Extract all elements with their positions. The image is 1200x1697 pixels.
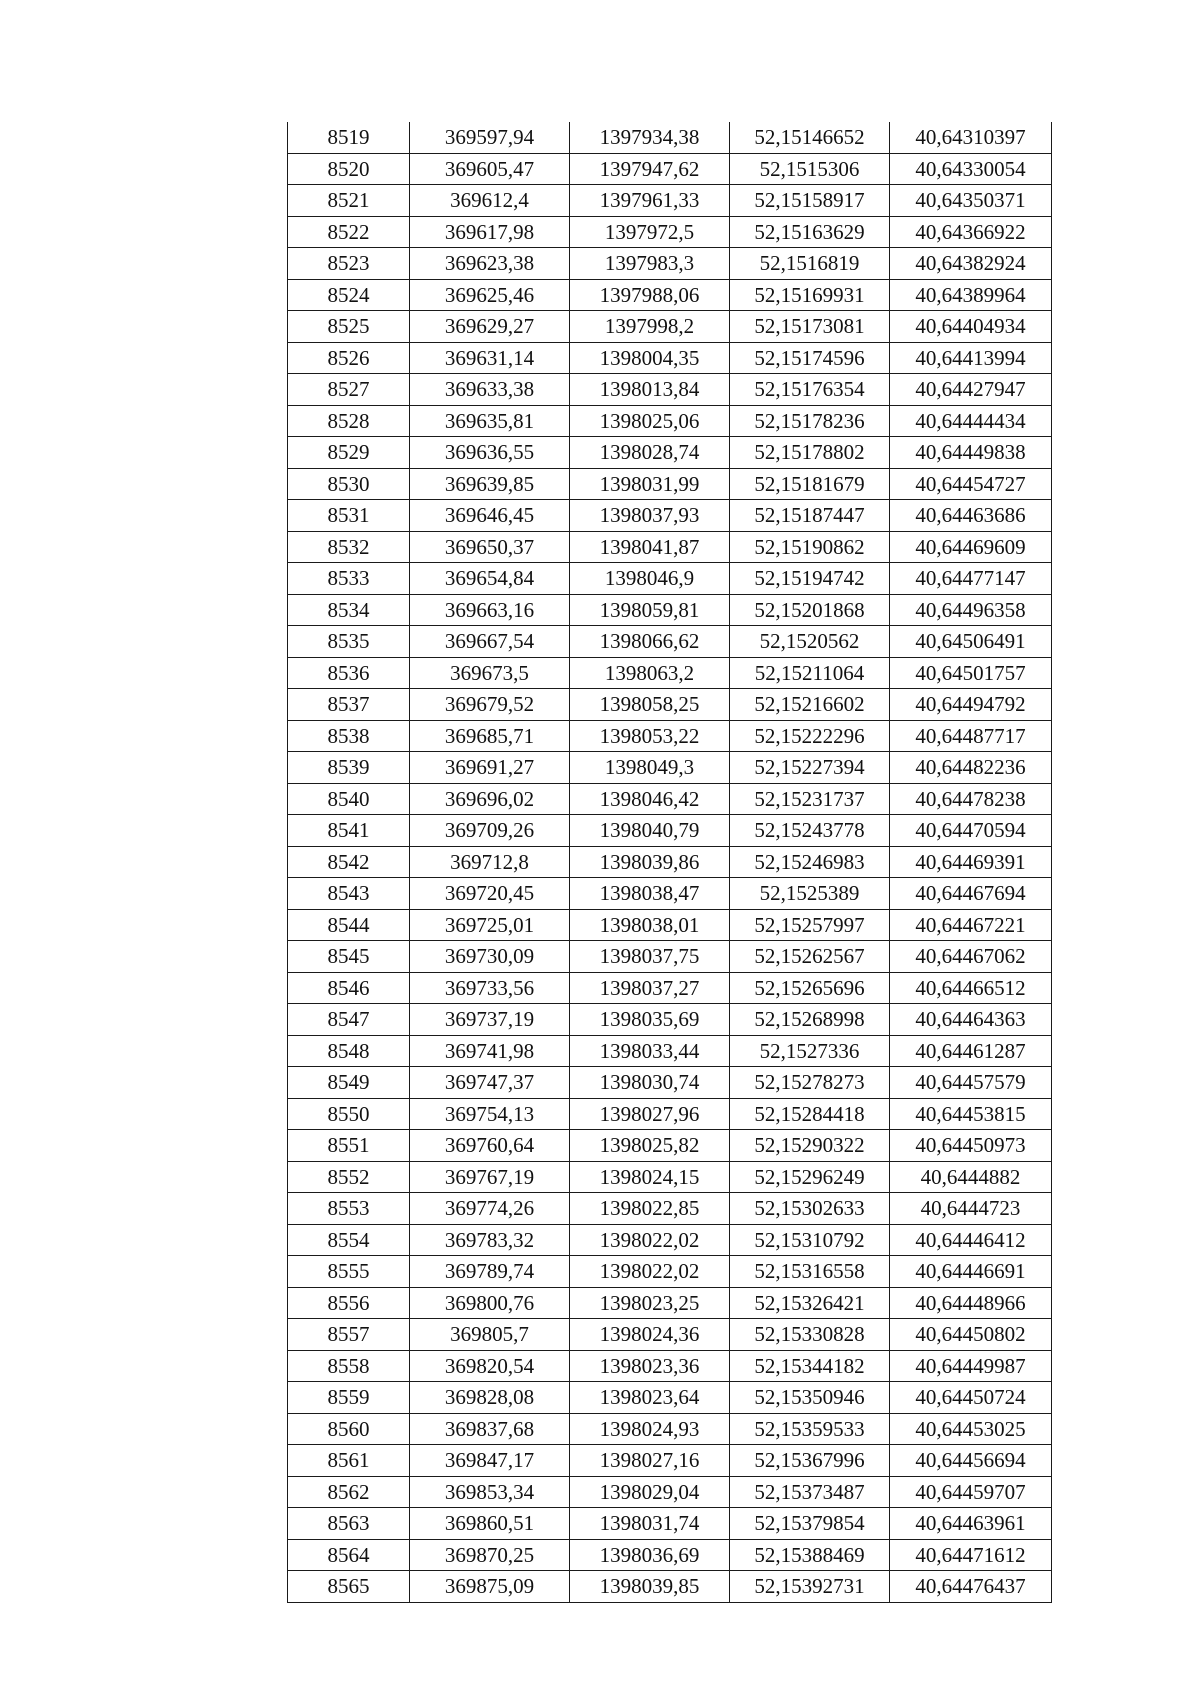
x-coordinate-cell: 369635,81	[410, 405, 570, 437]
longitude-cell: 40,64456694	[890, 1445, 1052, 1477]
y-coordinate-cell: 1398037,93	[570, 500, 730, 532]
point-number-cell: 8527	[288, 374, 410, 406]
point-number-cell: 8539	[288, 752, 410, 784]
coordinates-table	[287, 122, 1052, 1603]
table-row	[288, 153, 1052, 185]
x-coordinate-cell: 369612,4	[410, 185, 570, 217]
table-row	[288, 1508, 1052, 1540]
latitude-cell: 52,15211064	[730, 657, 890, 689]
x-coordinate-cell: 369696,02	[410, 783, 570, 815]
x-coordinate-cell: 369631,14	[410, 342, 570, 374]
point-number-cell: 8549	[288, 1067, 410, 1099]
table-row	[288, 342, 1052, 374]
y-coordinate-cell: 1398041,87	[570, 531, 730, 563]
x-coordinate-cell: 369650,37	[410, 531, 570, 563]
x-coordinate-cell: 369730,09	[410, 941, 570, 973]
latitude-cell: 52,15367996	[730, 1445, 890, 1477]
y-coordinate-cell: 1397998,2	[570, 311, 730, 343]
longitude-cell: 40,64413994	[890, 342, 1052, 374]
x-coordinate-cell: 369875,09	[410, 1571, 570, 1603]
x-coordinate-cell: 369633,38	[410, 374, 570, 406]
latitude-cell: 52,15359533	[730, 1413, 890, 1445]
latitude-cell: 52,15181679	[730, 468, 890, 500]
table-row	[288, 1382, 1052, 1414]
point-number-cell: 8520	[288, 153, 410, 185]
longitude-cell: 40,64469609	[890, 531, 1052, 563]
y-coordinate-cell: 1398022,85	[570, 1193, 730, 1225]
table-row	[288, 122, 1052, 153]
longitude-cell: 40,64461287	[890, 1035, 1052, 1067]
y-coordinate-cell: 1398023,25	[570, 1287, 730, 1319]
latitude-cell: 52,1527336	[730, 1035, 890, 1067]
point-number-cell: 8551	[288, 1130, 410, 1162]
x-coordinate-cell: 369725,01	[410, 909, 570, 941]
y-coordinate-cell: 1398023,36	[570, 1350, 730, 1382]
y-coordinate-cell: 1398024,93	[570, 1413, 730, 1445]
longitude-cell: 40,64464363	[890, 1004, 1052, 1036]
y-coordinate-cell: 1398029,04	[570, 1476, 730, 1508]
longitude-cell: 40,64466512	[890, 972, 1052, 1004]
x-coordinate-cell: 369760,64	[410, 1130, 570, 1162]
y-coordinate-cell: 1398004,35	[570, 342, 730, 374]
point-number-cell: 8525	[288, 311, 410, 343]
x-coordinate-cell: 369860,51	[410, 1508, 570, 1540]
x-coordinate-cell: 369597,94	[410, 122, 570, 153]
longitude-cell: 40,64496358	[890, 594, 1052, 626]
table-row	[288, 594, 1052, 626]
table-row	[288, 531, 1052, 563]
latitude-cell: 52,15379854	[730, 1508, 890, 1540]
x-coordinate-cell: 369853,34	[410, 1476, 570, 1508]
point-number-cell: 8560	[288, 1413, 410, 1445]
table-row	[288, 405, 1052, 437]
point-number-cell: 8555	[288, 1256, 410, 1288]
latitude-cell: 52,15316558	[730, 1256, 890, 1288]
latitude-cell: 52,15178236	[730, 405, 890, 437]
table-row	[288, 563, 1052, 595]
x-coordinate-cell: 369820,54	[410, 1350, 570, 1382]
longitude-cell: 40,64444434	[890, 405, 1052, 437]
x-coordinate-cell: 369654,84	[410, 563, 570, 595]
longitude-cell: 40,64454727	[890, 468, 1052, 500]
point-number-cell: 8561	[288, 1445, 410, 1477]
point-number-cell: 8559	[288, 1382, 410, 1414]
table-row	[288, 1130, 1052, 1162]
y-coordinate-cell: 1398038,01	[570, 909, 730, 941]
longitude-cell: 40,64404934	[890, 311, 1052, 343]
longitude-cell: 40,6444723	[890, 1193, 1052, 1225]
y-coordinate-cell: 1398027,96	[570, 1098, 730, 1130]
longitude-cell: 40,64453025	[890, 1413, 1052, 1445]
latitude-cell: 52,15222296	[730, 720, 890, 752]
latitude-cell: 52,15326421	[730, 1287, 890, 1319]
longitude-cell: 40,64350371	[890, 185, 1052, 217]
point-number-cell: 8552	[288, 1161, 410, 1193]
latitude-cell: 52,15284418	[730, 1098, 890, 1130]
y-coordinate-cell: 1398025,82	[570, 1130, 730, 1162]
point-number-cell: 8519	[288, 122, 410, 153]
point-number-cell: 8541	[288, 815, 410, 847]
table-row	[288, 1224, 1052, 1256]
longitude-cell: 40,64450802	[890, 1319, 1052, 1351]
table-row	[288, 846, 1052, 878]
y-coordinate-cell: 1398036,69	[570, 1539, 730, 1571]
x-coordinate-cell: 369663,16	[410, 594, 570, 626]
point-number-cell: 8532	[288, 531, 410, 563]
y-coordinate-cell: 1398037,27	[570, 972, 730, 1004]
y-coordinate-cell: 1397983,3	[570, 248, 730, 280]
latitude-cell: 52,15344182	[730, 1350, 890, 1382]
y-coordinate-cell: 1398013,84	[570, 374, 730, 406]
y-coordinate-cell: 1398022,02	[570, 1224, 730, 1256]
longitude-cell: 40,64478238	[890, 783, 1052, 815]
x-coordinate-cell: 369837,68	[410, 1413, 570, 1445]
x-coordinate-cell: 369737,19	[410, 1004, 570, 1036]
table-row	[288, 311, 1052, 343]
point-number-cell: 8529	[288, 437, 410, 469]
coordinates-table-body	[288, 122, 1052, 1602]
latitude-cell: 52,15169931	[730, 279, 890, 311]
latitude-cell: 52,15243778	[730, 815, 890, 847]
latitude-cell: 52,15227394	[730, 752, 890, 784]
y-coordinate-cell: 1398035,69	[570, 1004, 730, 1036]
longitude-cell: 40,64494792	[890, 689, 1052, 721]
x-coordinate-cell: 369733,56	[410, 972, 570, 1004]
x-coordinate-cell: 369767,19	[410, 1161, 570, 1193]
y-coordinate-cell: 1398022,02	[570, 1256, 730, 1288]
longitude-cell: 40,6444882	[890, 1161, 1052, 1193]
table-row	[288, 657, 1052, 689]
table-row	[288, 248, 1052, 280]
point-number-cell: 8557	[288, 1319, 410, 1351]
table-row	[288, 1067, 1052, 1099]
longitude-cell: 40,64310397	[890, 122, 1052, 153]
latitude-cell: 52,15388469	[730, 1539, 890, 1571]
table-row	[288, 216, 1052, 248]
point-number-cell: 8540	[288, 783, 410, 815]
y-coordinate-cell: 1398031,74	[570, 1508, 730, 1540]
y-coordinate-cell: 1398039,86	[570, 846, 730, 878]
table-row	[288, 626, 1052, 658]
latitude-cell: 52,15158917	[730, 185, 890, 217]
latitude-cell: 52,1516819	[730, 248, 890, 280]
x-coordinate-cell: 369774,26	[410, 1193, 570, 1225]
latitude-cell: 52,15302633	[730, 1193, 890, 1225]
longitude-cell: 40,64366922	[890, 216, 1052, 248]
point-number-cell: 8522	[288, 216, 410, 248]
x-coordinate-cell: 369720,45	[410, 878, 570, 910]
y-coordinate-cell: 1398053,22	[570, 720, 730, 752]
longitude-cell: 40,64470594	[890, 815, 1052, 847]
point-number-cell: 8564	[288, 1539, 410, 1571]
table-row	[288, 815, 1052, 847]
longitude-cell: 40,64389964	[890, 279, 1052, 311]
table-row	[288, 1161, 1052, 1193]
y-coordinate-cell: 1398046,42	[570, 783, 730, 815]
table-row	[288, 689, 1052, 721]
table-row	[288, 941, 1052, 973]
table-row	[288, 1413, 1052, 1445]
latitude-cell: 52,15146652	[730, 122, 890, 153]
y-coordinate-cell: 1398046,9	[570, 563, 730, 595]
table-row	[288, 1098, 1052, 1130]
point-number-cell: 8528	[288, 405, 410, 437]
longitude-cell: 40,64501757	[890, 657, 1052, 689]
latitude-cell: 52,15392731	[730, 1571, 890, 1603]
x-coordinate-cell: 369741,98	[410, 1035, 570, 1067]
latitude-cell: 52,15330828	[730, 1319, 890, 1351]
x-coordinate-cell: 369870,25	[410, 1539, 570, 1571]
point-number-cell: 8558	[288, 1350, 410, 1382]
latitude-cell: 52,1515306	[730, 153, 890, 185]
point-number-cell: 8530	[288, 468, 410, 500]
latitude-cell: 52,15262567	[730, 941, 890, 973]
point-number-cell: 8546	[288, 972, 410, 1004]
x-coordinate-cell: 369712,8	[410, 846, 570, 878]
latitude-cell: 52,15257997	[730, 909, 890, 941]
table-row	[288, 374, 1052, 406]
latitude-cell: 52,1520562	[730, 626, 890, 658]
longitude-cell: 40,64449838	[890, 437, 1052, 469]
latitude-cell: 52,15296249	[730, 1161, 890, 1193]
longitude-cell: 40,64506491	[890, 626, 1052, 658]
x-coordinate-cell: 369685,71	[410, 720, 570, 752]
x-coordinate-cell: 369617,98	[410, 216, 570, 248]
table-row	[288, 185, 1052, 217]
y-coordinate-cell: 1398058,25	[570, 689, 730, 721]
table-row	[288, 1035, 1052, 1067]
y-coordinate-cell: 1398024,15	[570, 1161, 730, 1193]
point-number-cell: 8554	[288, 1224, 410, 1256]
point-number-cell: 8545	[288, 941, 410, 973]
latitude-cell: 52,15310792	[730, 1224, 890, 1256]
table-row	[288, 500, 1052, 532]
x-coordinate-cell: 369709,26	[410, 815, 570, 847]
y-coordinate-cell: 1398066,62	[570, 626, 730, 658]
y-coordinate-cell: 1397961,33	[570, 185, 730, 217]
table-row	[288, 878, 1052, 910]
x-coordinate-cell: 369646,45	[410, 500, 570, 532]
latitude-cell: 52,15190862	[730, 531, 890, 563]
y-coordinate-cell: 1398025,06	[570, 405, 730, 437]
point-number-cell: 8526	[288, 342, 410, 374]
point-number-cell: 8536	[288, 657, 410, 689]
longitude-cell: 40,64450724	[890, 1382, 1052, 1414]
point-number-cell: 8537	[288, 689, 410, 721]
y-coordinate-cell: 1397947,62	[570, 153, 730, 185]
latitude-cell: 52,15178802	[730, 437, 890, 469]
longitude-cell: 40,64476437	[890, 1571, 1052, 1603]
x-coordinate-cell: 369805,7	[410, 1319, 570, 1351]
table-row	[288, 909, 1052, 941]
point-number-cell: 8523	[288, 248, 410, 280]
y-coordinate-cell: 1398040,79	[570, 815, 730, 847]
x-coordinate-cell: 369623,38	[410, 248, 570, 280]
longitude-cell: 40,64463686	[890, 500, 1052, 532]
longitude-cell: 40,64382924	[890, 248, 1052, 280]
point-number-cell: 8524	[288, 279, 410, 311]
table-row	[288, 1256, 1052, 1288]
latitude-cell: 52,15373487	[730, 1476, 890, 1508]
point-number-cell: 8521	[288, 185, 410, 217]
table-row	[288, 972, 1052, 1004]
y-coordinate-cell: 1397972,5	[570, 216, 730, 248]
y-coordinate-cell: 1398033,44	[570, 1035, 730, 1067]
longitude-cell: 40,64457579	[890, 1067, 1052, 1099]
y-coordinate-cell: 1398027,16	[570, 1445, 730, 1477]
latitude-cell: 52,15216602	[730, 689, 890, 721]
longitude-cell: 40,64463961	[890, 1508, 1052, 1540]
y-coordinate-cell: 1398023,64	[570, 1382, 730, 1414]
point-number-cell: 8548	[288, 1035, 410, 1067]
table-row	[288, 783, 1052, 815]
x-coordinate-cell: 369625,46	[410, 279, 570, 311]
point-number-cell: 8550	[288, 1098, 410, 1130]
table-row	[288, 1571, 1052, 1603]
x-coordinate-cell: 369828,08	[410, 1382, 570, 1414]
y-coordinate-cell: 1398059,81	[570, 594, 730, 626]
point-number-cell: 8544	[288, 909, 410, 941]
longitude-cell: 40,64459707	[890, 1476, 1052, 1508]
point-number-cell: 8547	[288, 1004, 410, 1036]
latitude-cell: 52,15290322	[730, 1130, 890, 1162]
latitude-cell: 52,15174596	[730, 342, 890, 374]
longitude-cell: 40,64469391	[890, 846, 1052, 878]
y-coordinate-cell: 1398024,36	[570, 1319, 730, 1351]
longitude-cell: 40,64450973	[890, 1130, 1052, 1162]
x-coordinate-cell: 369783,32	[410, 1224, 570, 1256]
y-coordinate-cell: 1398031,99	[570, 468, 730, 500]
table-row	[288, 1193, 1052, 1225]
y-coordinate-cell: 1398037,75	[570, 941, 730, 973]
point-number-cell: 8538	[288, 720, 410, 752]
x-coordinate-cell: 369667,54	[410, 626, 570, 658]
table-row	[288, 1476, 1052, 1508]
point-number-cell: 8534	[288, 594, 410, 626]
table-row	[288, 720, 1052, 752]
y-coordinate-cell: 1397934,38	[570, 122, 730, 153]
longitude-cell: 40,64487717	[890, 720, 1052, 752]
point-number-cell: 8531	[288, 500, 410, 532]
latitude-cell: 52,15173081	[730, 311, 890, 343]
latitude-cell: 52,15265696	[730, 972, 890, 1004]
longitude-cell: 40,64471612	[890, 1539, 1052, 1571]
latitude-cell: 52,15231737	[730, 783, 890, 815]
longitude-cell: 40,64427947	[890, 374, 1052, 406]
longitude-cell: 40,64477147	[890, 563, 1052, 595]
longitude-cell: 40,64449987	[890, 1350, 1052, 1382]
table-row	[288, 1350, 1052, 1382]
x-coordinate-cell: 369629,27	[410, 311, 570, 343]
longitude-cell: 40,64453815	[890, 1098, 1052, 1130]
y-coordinate-cell: 1398039,85	[570, 1571, 730, 1603]
latitude-cell: 52,1525389	[730, 878, 890, 910]
longitude-cell: 40,64467221	[890, 909, 1052, 941]
table-row	[288, 279, 1052, 311]
x-coordinate-cell: 369636,55	[410, 437, 570, 469]
y-coordinate-cell: 1398028,74	[570, 437, 730, 469]
table-row	[288, 752, 1052, 784]
y-coordinate-cell: 1398049,3	[570, 752, 730, 784]
table-row	[288, 1539, 1052, 1571]
longitude-cell: 40,64467062	[890, 941, 1052, 973]
table-row	[288, 468, 1052, 500]
y-coordinate-cell: 1398030,74	[570, 1067, 730, 1099]
longitude-cell: 40,64446412	[890, 1224, 1052, 1256]
latitude-cell: 52,15194742	[730, 563, 890, 595]
longitude-cell: 40,64448966	[890, 1287, 1052, 1319]
x-coordinate-cell: 369747,37	[410, 1067, 570, 1099]
latitude-cell: 52,15278273	[730, 1067, 890, 1099]
y-coordinate-cell: 1398063,2	[570, 657, 730, 689]
point-number-cell: 8562	[288, 1476, 410, 1508]
table-row	[288, 1004, 1052, 1036]
longitude-cell: 40,64482236	[890, 752, 1052, 784]
longitude-cell: 40,64467694	[890, 878, 1052, 910]
point-number-cell: 8563	[288, 1508, 410, 1540]
table-row	[288, 1445, 1052, 1477]
x-coordinate-cell: 369789,74	[410, 1256, 570, 1288]
latitude-cell: 52,15201868	[730, 594, 890, 626]
table-row	[288, 437, 1052, 469]
latitude-cell: 52,15268998	[730, 1004, 890, 1036]
x-coordinate-cell: 369847,17	[410, 1445, 570, 1477]
latitude-cell: 52,15163629	[730, 216, 890, 248]
x-coordinate-cell: 369754,13	[410, 1098, 570, 1130]
point-number-cell: 8542	[288, 846, 410, 878]
table-row	[288, 1319, 1052, 1351]
x-coordinate-cell: 369800,76	[410, 1287, 570, 1319]
point-number-cell: 8533	[288, 563, 410, 595]
latitude-cell: 52,15350946	[730, 1382, 890, 1414]
y-coordinate-cell: 1397988,06	[570, 279, 730, 311]
x-coordinate-cell: 369673,5	[410, 657, 570, 689]
x-coordinate-cell: 369639,85	[410, 468, 570, 500]
point-number-cell: 8543	[288, 878, 410, 910]
x-coordinate-cell: 369605,47	[410, 153, 570, 185]
longitude-cell: 40,64330054	[890, 153, 1052, 185]
x-coordinate-cell: 369679,52	[410, 689, 570, 721]
point-number-cell: 8553	[288, 1193, 410, 1225]
point-number-cell: 8565	[288, 1571, 410, 1603]
latitude-cell: 52,15246983	[730, 846, 890, 878]
table-row	[288, 1287, 1052, 1319]
longitude-cell: 40,64446691	[890, 1256, 1052, 1288]
point-number-cell: 8556	[288, 1287, 410, 1319]
y-coordinate-cell: 1398038,47	[570, 878, 730, 910]
point-number-cell: 8535	[288, 626, 410, 658]
latitude-cell: 52,15176354	[730, 374, 890, 406]
latitude-cell: 52,15187447	[730, 500, 890, 532]
x-coordinate-cell: 369691,27	[410, 752, 570, 784]
